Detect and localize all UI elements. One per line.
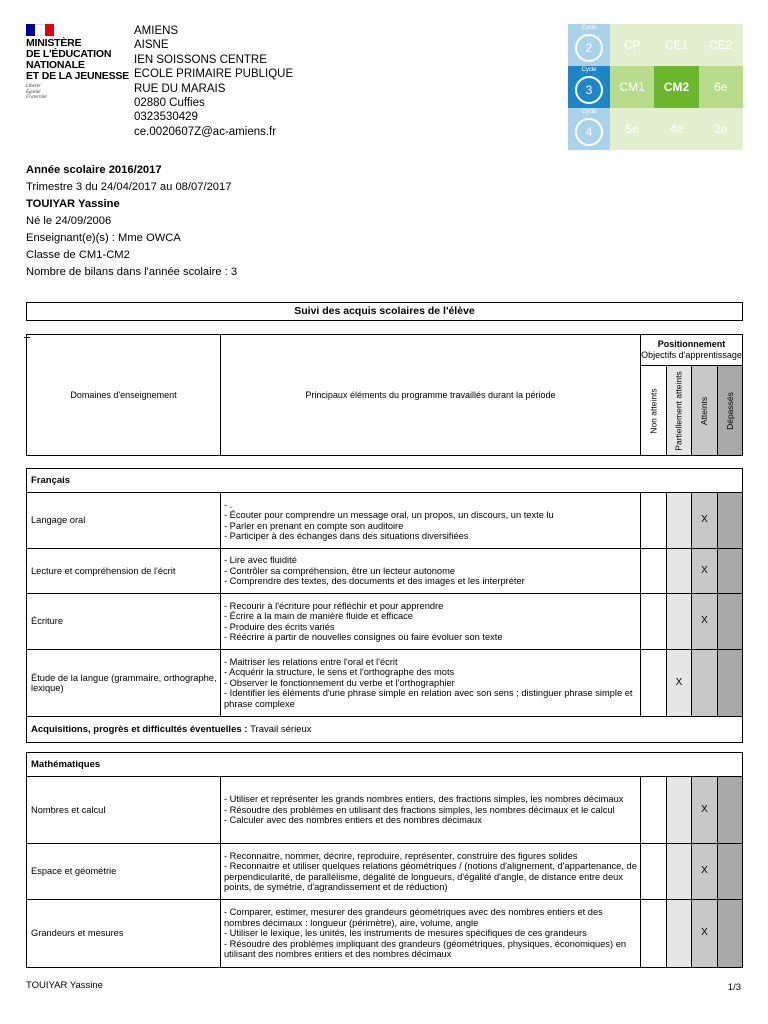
mark-depasses: [718, 493, 742, 548]
row-domain: Écriture: [27, 594, 221, 649]
ministry-name: [26, 38, 130, 82]
cycle-number: 4: [575, 118, 603, 146]
table-row: [27, 650, 742, 717]
mark-atteints: [692, 650, 718, 716]
teacher: Enseignant(e)(s) : Mme OWCA: [26, 232, 181, 244]
level-cm2-current: CM2: [654, 66, 698, 108]
program-item: - Calculer avec des nombres entiers et des nombres décimaux: [224, 815, 482, 826]
mark-non-atteints: [641, 594, 667, 649]
program-item: - Comprendre des textes, des documents et des images et les interpréter: [224, 576, 525, 587]
acquisitions-label: Acquisitions, progrès et difficultés éventuelles :: [31, 724, 248, 735]
ministry-logo: [26, 24, 130, 101]
acquisitions-comment: [27, 717, 742, 742]
table-row: [27, 844, 742, 900]
address-line: AISNE: [134, 39, 169, 52]
row-domain: Grandeurs et mesures: [27, 900, 221, 967]
school-year: Année scolaire 2016/2017: [26, 164, 162, 176]
section-francais: [26, 468, 743, 743]
row-program: [221, 650, 641, 716]
section-title: Français: [27, 469, 742, 493]
level-5e: 5e: [610, 108, 654, 150]
cycle-label: Cycle: [581, 109, 597, 115]
level-cm1: CM1: [610, 66, 654, 108]
header-col-label: Non atteints: [648, 387, 659, 434]
program-item: - Reconnaitre, nommer, décrire, reproduire, représenter, construire des figures solides: [224, 850, 578, 861]
mark-partiellement: [667, 844, 692, 899]
cycle-level-grid: [568, 24, 743, 150]
mark-partiellement: [667, 594, 692, 649]
motto-line: Liberté: [26, 84, 41, 89]
report-title: Suivi des acquis scolaires de l'élève: [26, 302, 743, 321]
header-col-non-atteints: [641, 366, 667, 455]
table-row: [27, 493, 742, 549]
address-line: RUE DU MARAIS: [134, 82, 226, 95]
level-cp: CP: [610, 24, 654, 66]
class-name: Classe de CM1-CM2: [26, 249, 130, 261]
mark-partiellement: [667, 493, 692, 548]
program-item: - .: [224, 499, 233, 510]
level-4e: 4e: [654, 108, 698, 150]
address-line: AMIENS: [134, 25, 179, 37]
program-item: - Écrire à la main de manière fluide et efficace: [224, 611, 413, 622]
mark-non-atteints: [641, 900, 667, 967]
positioning-subtitle: Objectifs d'apprentissage: [641, 350, 742, 360]
program-item: - Maitriser les relations entre l'oral et l'écrit: [224, 656, 398, 667]
cycle-label: Cycle: [581, 25, 597, 31]
program-item: - Recourir à l'écriture pour réfléchir et pour apprendre: [224, 600, 444, 611]
mark-atteints: X: [692, 900, 718, 967]
header-domains: Domaines d'enseignement: [27, 335, 221, 455]
program-item: - Reconnaitre et utiliser quelques relations géométriques / (notions d'alignement, d'appartenance, de perpendicularité, de parallélisme, dégalité de longueurs, d'égalité d'angle, de distance entre deux points, de symétrie, d'agrandissement et de réduction): [224, 861, 637, 892]
section-title: Mathématiques: [27, 753, 742, 777]
mark-non-atteints: [641, 650, 667, 716]
row-domain: Étude de la langue (grammaire, orthographe, lexique): [27, 650, 221, 716]
section-mathematiques: [26, 752, 743, 968]
row-program: [221, 493, 641, 548]
row-domain: Espace et géométrie: [27, 844, 221, 899]
mark-atteints: X: [692, 594, 718, 649]
student-info: [26, 162, 237, 281]
row-program: [221, 777, 641, 843]
row-program: [221, 549, 641, 593]
address-line: 0323530429: [134, 111, 198, 124]
header-col-atteints: [692, 366, 718, 455]
footer-page-number: 1/3: [727, 982, 741, 993]
table-row: [27, 594, 742, 650]
cycle-3-badge: [568, 66, 610, 108]
row-program: [221, 844, 641, 899]
row-domain: Lecture et compréhension de l'écrit: [27, 549, 221, 593]
cycle-number: 3: [575, 76, 603, 104]
mark-depasses: [718, 549, 742, 593]
row-program: [221, 900, 641, 967]
program-item: - Comparer, estimer, mesurer des grandeurs géométriques avec des nombres entiers et des nombres décimaux : longueur (périmètre), aire, volume, angle: [224, 907, 603, 928]
trimester: Trimestre 3 du 24/04/2017 au 08/07/2017: [26, 181, 232, 193]
mark-partiellement: [667, 900, 692, 967]
birth-date: Né le 24/09/2006: [26, 215, 112, 227]
mark-non-atteints: [641, 493, 667, 548]
program-item: - Produire des écrits variés: [224, 621, 335, 632]
table-row: [27, 900, 742, 967]
program-item: - Participer à des échanges dans des situations diversifiées: [224, 530, 469, 541]
report-count: Nombre de bilans dans l'année scolaire : 3: [26, 266, 238, 278]
mark-depasses: [718, 844, 742, 899]
address-line: ce.0020607Z@ac-amiens.fr: [134, 125, 277, 138]
program-item: - Résoudre des problèmes impliquant des grandeurs (géométriques, physiques, économiques) en utilisant des nombres entiers et des nombres décimaux: [224, 938, 627, 960]
republic-motto: [26, 84, 130, 101]
cycle-4-badge: [568, 108, 610, 150]
address-line: ECOLE PRIMAIRE PUBLIQUE: [134, 68, 294, 81]
ministry-name-line: DE L'ÉDUCATION: [26, 48, 112, 60]
mark-partiellement: [667, 777, 692, 843]
mark-non-atteints: [641, 549, 667, 593]
header-col-partiellement: [667, 366, 692, 455]
mark-atteints: X: [692, 777, 718, 843]
motto-line: Égalité: [26, 89, 41, 95]
header-col-label: Atteints: [699, 396, 710, 425]
header-col-label: Partiellement atteints: [674, 370, 684, 451]
mark-depasses: [718, 777, 742, 843]
level-ce1: CE1: [654, 24, 698, 66]
row-domain: Nombres et calcul: [27, 777, 221, 843]
marianne-flag-icon: [26, 24, 54, 36]
mark-atteints: X: [692, 549, 718, 593]
header-positioning: [641, 335, 742, 366]
level-ce2: CE2: [699, 24, 743, 66]
program-item: - Identifier les éléments d'une phrase simple en relation avec son sens ; distinguer phrase simple et phrase complexe: [224, 688, 633, 709]
ministry-name-line: MINISTÈRE: [26, 37, 82, 49]
cycle-2-badge: [568, 24, 610, 66]
acquisitions-value: Travail sérieux: [250, 724, 312, 735]
header-col-depasses: [718, 366, 742, 455]
mark-depasses: [718, 900, 742, 967]
student-name: TOUIYAR Yassine: [26, 198, 120, 210]
footer-student-name: TOUIYAR Yassine: [26, 980, 103, 991]
table-header: [26, 334, 743, 456]
header-col-label: Dépassés: [725, 391, 735, 430]
mark-partiellement: [667, 549, 692, 593]
address-line: 02880 Cuffies: [134, 97, 205, 110]
level-6e: 6e: [699, 66, 743, 108]
mark-atteints: X: [692, 493, 718, 548]
mark-non-atteints: [641, 844, 667, 899]
program-item: - Réécrire à partir de nouvelles consignes ou faire évoluer son texte: [224, 631, 503, 642]
program-item: - Parler en prenant en compte son auditoire: [224, 520, 404, 531]
row-program: [221, 594, 641, 649]
program-item: - Utiliser et représenter les grands nombres entiers, des fractions simples, les nombres décimaux: [224, 794, 624, 805]
program-item: - Observer le fonctionnement du verbe et l'orthographier: [224, 677, 455, 688]
mark-depasses: [718, 650, 742, 716]
positioning-title: Positionnement: [657, 339, 726, 349]
mark-atteints: X: [692, 844, 718, 899]
ministry-name-line: NATIONALE: [26, 59, 85, 71]
ministry-name-line: ET DE LA JEUNESSE: [26, 70, 129, 82]
program-item: - Utiliser le lexique, les unités, les instruments de mesures spécifiques de ces grandeurs: [224, 928, 587, 939]
cycle-label: Cycle: [581, 67, 597, 73]
mark-partiellement: X: [667, 650, 692, 716]
program-item: - Acquérir la structure, le sens et l'orthographe des mots: [224, 667, 455, 678]
program-item: - Contrôler sa compréhension, être un lecteur autonome: [224, 565, 455, 576]
program-item: - Résoudre des problèmes en utilisant des fractions simples, les nombres décimaux et le calcul: [224, 804, 615, 815]
table-row: [27, 777, 742, 844]
program-item: - Écouter pour comprendre un message oral, un propos, un discours, un texte lu: [224, 510, 554, 521]
row-domain: Langage oral: [27, 493, 221, 548]
mark-non-atteints: [641, 777, 667, 843]
level-3e: 3e: [699, 108, 743, 150]
cycle-number: 2: [575, 34, 603, 62]
motto-line: Fraternité: [26, 95, 47, 100]
program-item: - Lire avec fluidité: [224, 555, 297, 566]
school-address: [134, 24, 293, 139]
mark-depasses: [718, 594, 742, 649]
header-program: Principaux éléments du programme travaillés durant la période: [221, 335, 641, 455]
address-line: IEN SOISSONS CENTRE: [134, 53, 267, 66]
table-row: [27, 549, 742, 594]
